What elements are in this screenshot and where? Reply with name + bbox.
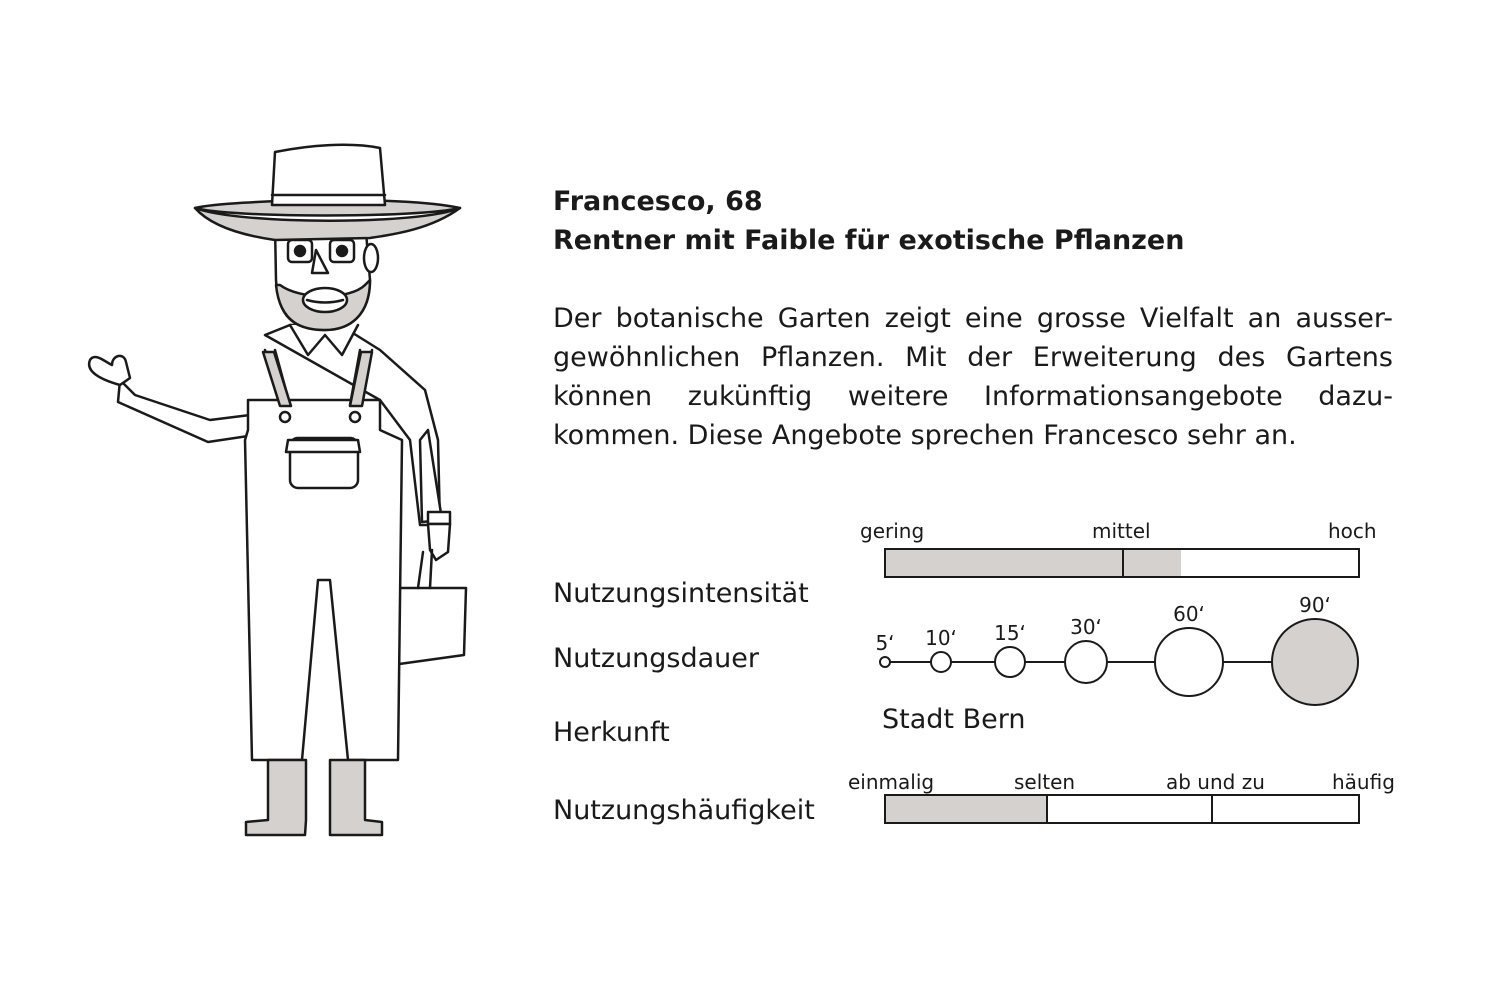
intensity-bar <box>884 548 1360 578</box>
frequency-label: Nutzungshäufigkeit <box>553 795 815 826</box>
left-boot <box>246 760 306 835</box>
duration-tick-4: 60‘ <box>1173 602 1205 626</box>
duration-label: Nutzungsdauer <box>553 643 760 674</box>
raised-arm <box>118 380 255 442</box>
intensity-mid-marker <box>1122 550 1124 576</box>
frequency-tick-sometimes: ab und zu <box>1166 770 1265 794</box>
duration-circle-0 <box>880 657 890 667</box>
right-boot <box>330 760 382 835</box>
duration-circle-1 <box>931 652 951 672</box>
duration-circle-4 <box>1155 628 1223 696</box>
duration-scale <box>860 590 1380 715</box>
waving-hand <box>89 356 130 385</box>
origin-label: Herkunft <box>553 717 670 748</box>
frequency-bar <box>884 794 1360 824</box>
gardener-illustration <box>80 140 480 850</box>
duration-circle-2 <box>995 647 1025 677</box>
intensity-tick-low: gering <box>860 519 925 543</box>
duration-tick-3: 30‘ <box>1070 615 1102 639</box>
person-role: Rentner mit Faible für exotische Pflanzen <box>553 225 1185 256</box>
duration-tick-2: 15‘ <box>994 621 1026 645</box>
person-description: Der botanische Garten zeigt eine grosse Vielfalt an ausser-gewöhnlichen Pflanzen. Mit der Erweiterung des Gartens können zukünftig weitere Informationsangebote dazu-kommen. Diese Angebote sprechen Francesco sehr an. <box>553 303 1393 451</box>
intensity-tick-high: hoch <box>1328 519 1377 543</box>
intensity-bar-fill <box>886 550 1181 576</box>
intensity-label: Nutzungsintensität <box>553 578 809 609</box>
duration-circle-5 <box>1272 619 1358 705</box>
origin-value: Stadt Bern <box>882 704 1026 735</box>
frequency-tick-often: häufig <box>1332 770 1395 794</box>
duration-circle-3 <box>1065 641 1107 683</box>
duration-tick-1: 10‘ <box>925 626 957 650</box>
frequency-divider-1 <box>1046 796 1048 822</box>
frequency-divider-2 <box>1211 796 1213 822</box>
frequency-tick-rare: selten <box>1014 770 1076 794</box>
duration-tick-5: 90‘ <box>1299 593 1331 617</box>
duration-tick-0: 5‘ <box>875 631 895 655</box>
person-name-age: Francesco, 68 <box>553 186 763 217</box>
frequency-bar-fill <box>886 796 1046 822</box>
intensity-tick-mid: mittel <box>1092 519 1151 543</box>
frequency-tick-once: einmalig <box>848 770 935 794</box>
